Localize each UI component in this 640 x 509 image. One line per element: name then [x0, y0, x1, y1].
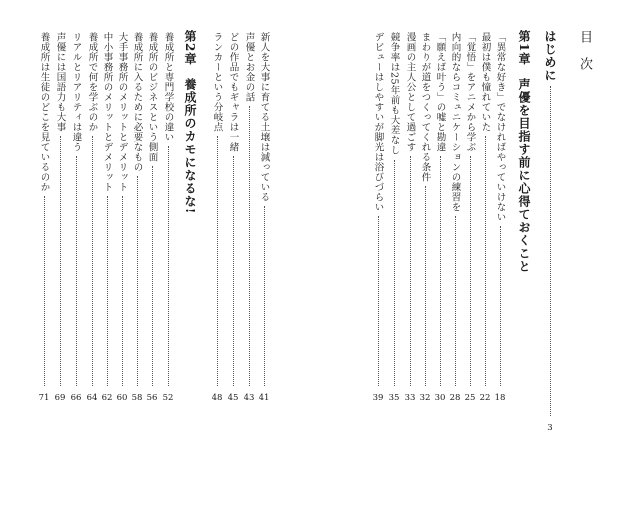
toc-entry-label: デビューはしやすいが脚光は浴びづらい: [372, 32, 384, 212]
toc-entry[interactable]: [462, 30, 478, 410]
chapter1-number: 第1章: [517, 30, 531, 66]
chapter2-number: 第2章: [183, 30, 197, 66]
leader-dots: [122, 196, 123, 386]
leader-dots: [470, 156, 471, 386]
page-number: 56: [146, 393, 158, 403]
toc-entry[interactable]: [492, 30, 508, 410]
toc-entry-label: 最初は僕も憧れていた: [479, 32, 491, 132]
page-number: 64: [86, 393, 98, 403]
toc-entry-label: リアルとリアリティは違う: [70, 32, 82, 152]
toc-entry[interactable]: [447, 30, 463, 410]
toc-entry-label: 「覚悟」をアニメから学ぶ: [464, 32, 476, 152]
toc-entry-label: 中小事務所のメリットとデメリット: [101, 32, 113, 192]
chapter1-title: 声優を目指す前に心得ておくこと: [517, 78, 531, 273]
page-number: 28: [449, 393, 461, 403]
leader-dots: [217, 136, 218, 386]
leader-dots: [394, 160, 395, 386]
toc-entry[interactable]: [99, 30, 115, 410]
leader-dots: [500, 226, 501, 386]
leader-dots: [76, 156, 77, 386]
page-number: 25: [464, 393, 476, 403]
toc-entry-label: 声優には国語力も大事: [54, 32, 66, 132]
page-number: 39: [372, 393, 384, 403]
toc-entry-label: 漫画の主人公として過ごす: [404, 32, 416, 152]
toc-entry[interactable]: [225, 30, 241, 410]
toc-entry-label: 養成所のビジネスという側面: [146, 32, 158, 162]
page-number: 45: [227, 393, 239, 403]
chapter1-heading: [512, 30, 536, 410]
leader-dots: [425, 186, 426, 386]
page-number: 66: [70, 393, 82, 403]
leader-dots: [60, 136, 61, 386]
leader-dots: [168, 146, 169, 386]
toc-entry-intro[interactable]: [538, 30, 562, 433]
toc-entry[interactable]: [84, 30, 100, 410]
toc-entry-label: 「異常な好き」でなければやっていけない: [494, 32, 506, 222]
toc-entry[interactable]: [114, 30, 130, 410]
toc-entry-label: 養成所は生徒のどこを見ているのか: [38, 32, 50, 192]
toc-entry[interactable]: [386, 30, 402, 410]
toc-entry[interactable]: [370, 30, 386, 410]
page-number: 35: [388, 393, 400, 403]
leader-dots: [137, 176, 138, 386]
toc-entry[interactable]: [477, 30, 493, 410]
toc-entry-label: 「願えば叶う」の嘘と勘違: [434, 32, 446, 152]
toc-entry[interactable]: [241, 30, 257, 410]
toc-entry[interactable]: [209, 30, 225, 410]
leader-dots: [378, 216, 379, 386]
page-number: 22: [479, 393, 491, 403]
page-number: 71: [38, 393, 50, 403]
leader-dots: [550, 86, 551, 416]
leader-dots: [152, 166, 153, 386]
page-number: 32: [419, 393, 431, 403]
toc-entry[interactable]: [144, 30, 160, 410]
leader-dots: [440, 156, 441, 386]
page-number: 69: [54, 393, 66, 403]
leader-dots: [410, 156, 411, 386]
chapter2-heading: [178, 30, 202, 410]
toc-entry[interactable]: [52, 30, 68, 410]
toc-entry[interactable]: [402, 30, 418, 410]
toc-entry-label: まわりが道をつくってくれる条件: [419, 32, 431, 182]
chapter2-title: 養成所のカモになるな!: [183, 78, 197, 215]
toc-entry-label: 養成所で何を学ぶのか: [86, 32, 98, 132]
toc-entry[interactable]: [432, 30, 448, 410]
page-number: 3: [547, 423, 553, 433]
page-number: 33: [404, 393, 416, 403]
toc-entry-label: 大手事務所のメリットとデメリット: [116, 32, 128, 192]
page-number: 58: [131, 393, 143, 403]
page-number: 30: [434, 393, 446, 403]
toc-entry-label: 声優とお金の話: [243, 32, 255, 102]
page-number: 18: [494, 393, 506, 403]
leader-dots: [249, 106, 250, 386]
page-number: 43: [243, 393, 255, 403]
leader-dots: [485, 136, 486, 386]
page-number: 52: [162, 393, 174, 403]
toc-entry-label: 養成所に入るために必要なもの: [131, 32, 143, 172]
toc-entry[interactable]: [160, 30, 176, 410]
leader-dots: [233, 156, 234, 386]
toc-entry[interactable]: [36, 30, 52, 410]
toc-entry[interactable]: [68, 30, 84, 410]
toc-entry-label: 競争率は25年前も大差なし: [388, 32, 400, 156]
toc-entry-label: 内向的ならコミュニケーションの練習を: [449, 32, 461, 212]
toc-title-column: [574, 30, 598, 410]
toc-entry-label: ランカーという分岐点: [211, 32, 223, 132]
toc-entry-label: どの作品でもギャラは一緒: [227, 32, 239, 152]
intro-label: はじめに: [543, 30, 557, 82]
leader-dots: [455, 216, 456, 386]
leader-dots: [264, 206, 265, 386]
page-number: 62: [101, 393, 113, 403]
page-number: 48: [211, 393, 223, 403]
toc-entry[interactable]: [129, 30, 145, 410]
toc-entry-label: 養成所と専門学校の違い: [162, 32, 174, 142]
toc-entry[interactable]: [256, 30, 272, 410]
page-number: 60: [116, 393, 128, 403]
toc-title: 目次: [577, 30, 592, 84]
leader-dots: [92, 136, 93, 386]
toc-entry[interactable]: [417, 30, 433, 410]
leader-dots: [44, 196, 45, 386]
leader-dots: [107, 196, 108, 386]
toc-entry-label: 新人を大事に育てる土壌は減っている: [258, 32, 270, 202]
page-number: 41: [258, 393, 270, 403]
